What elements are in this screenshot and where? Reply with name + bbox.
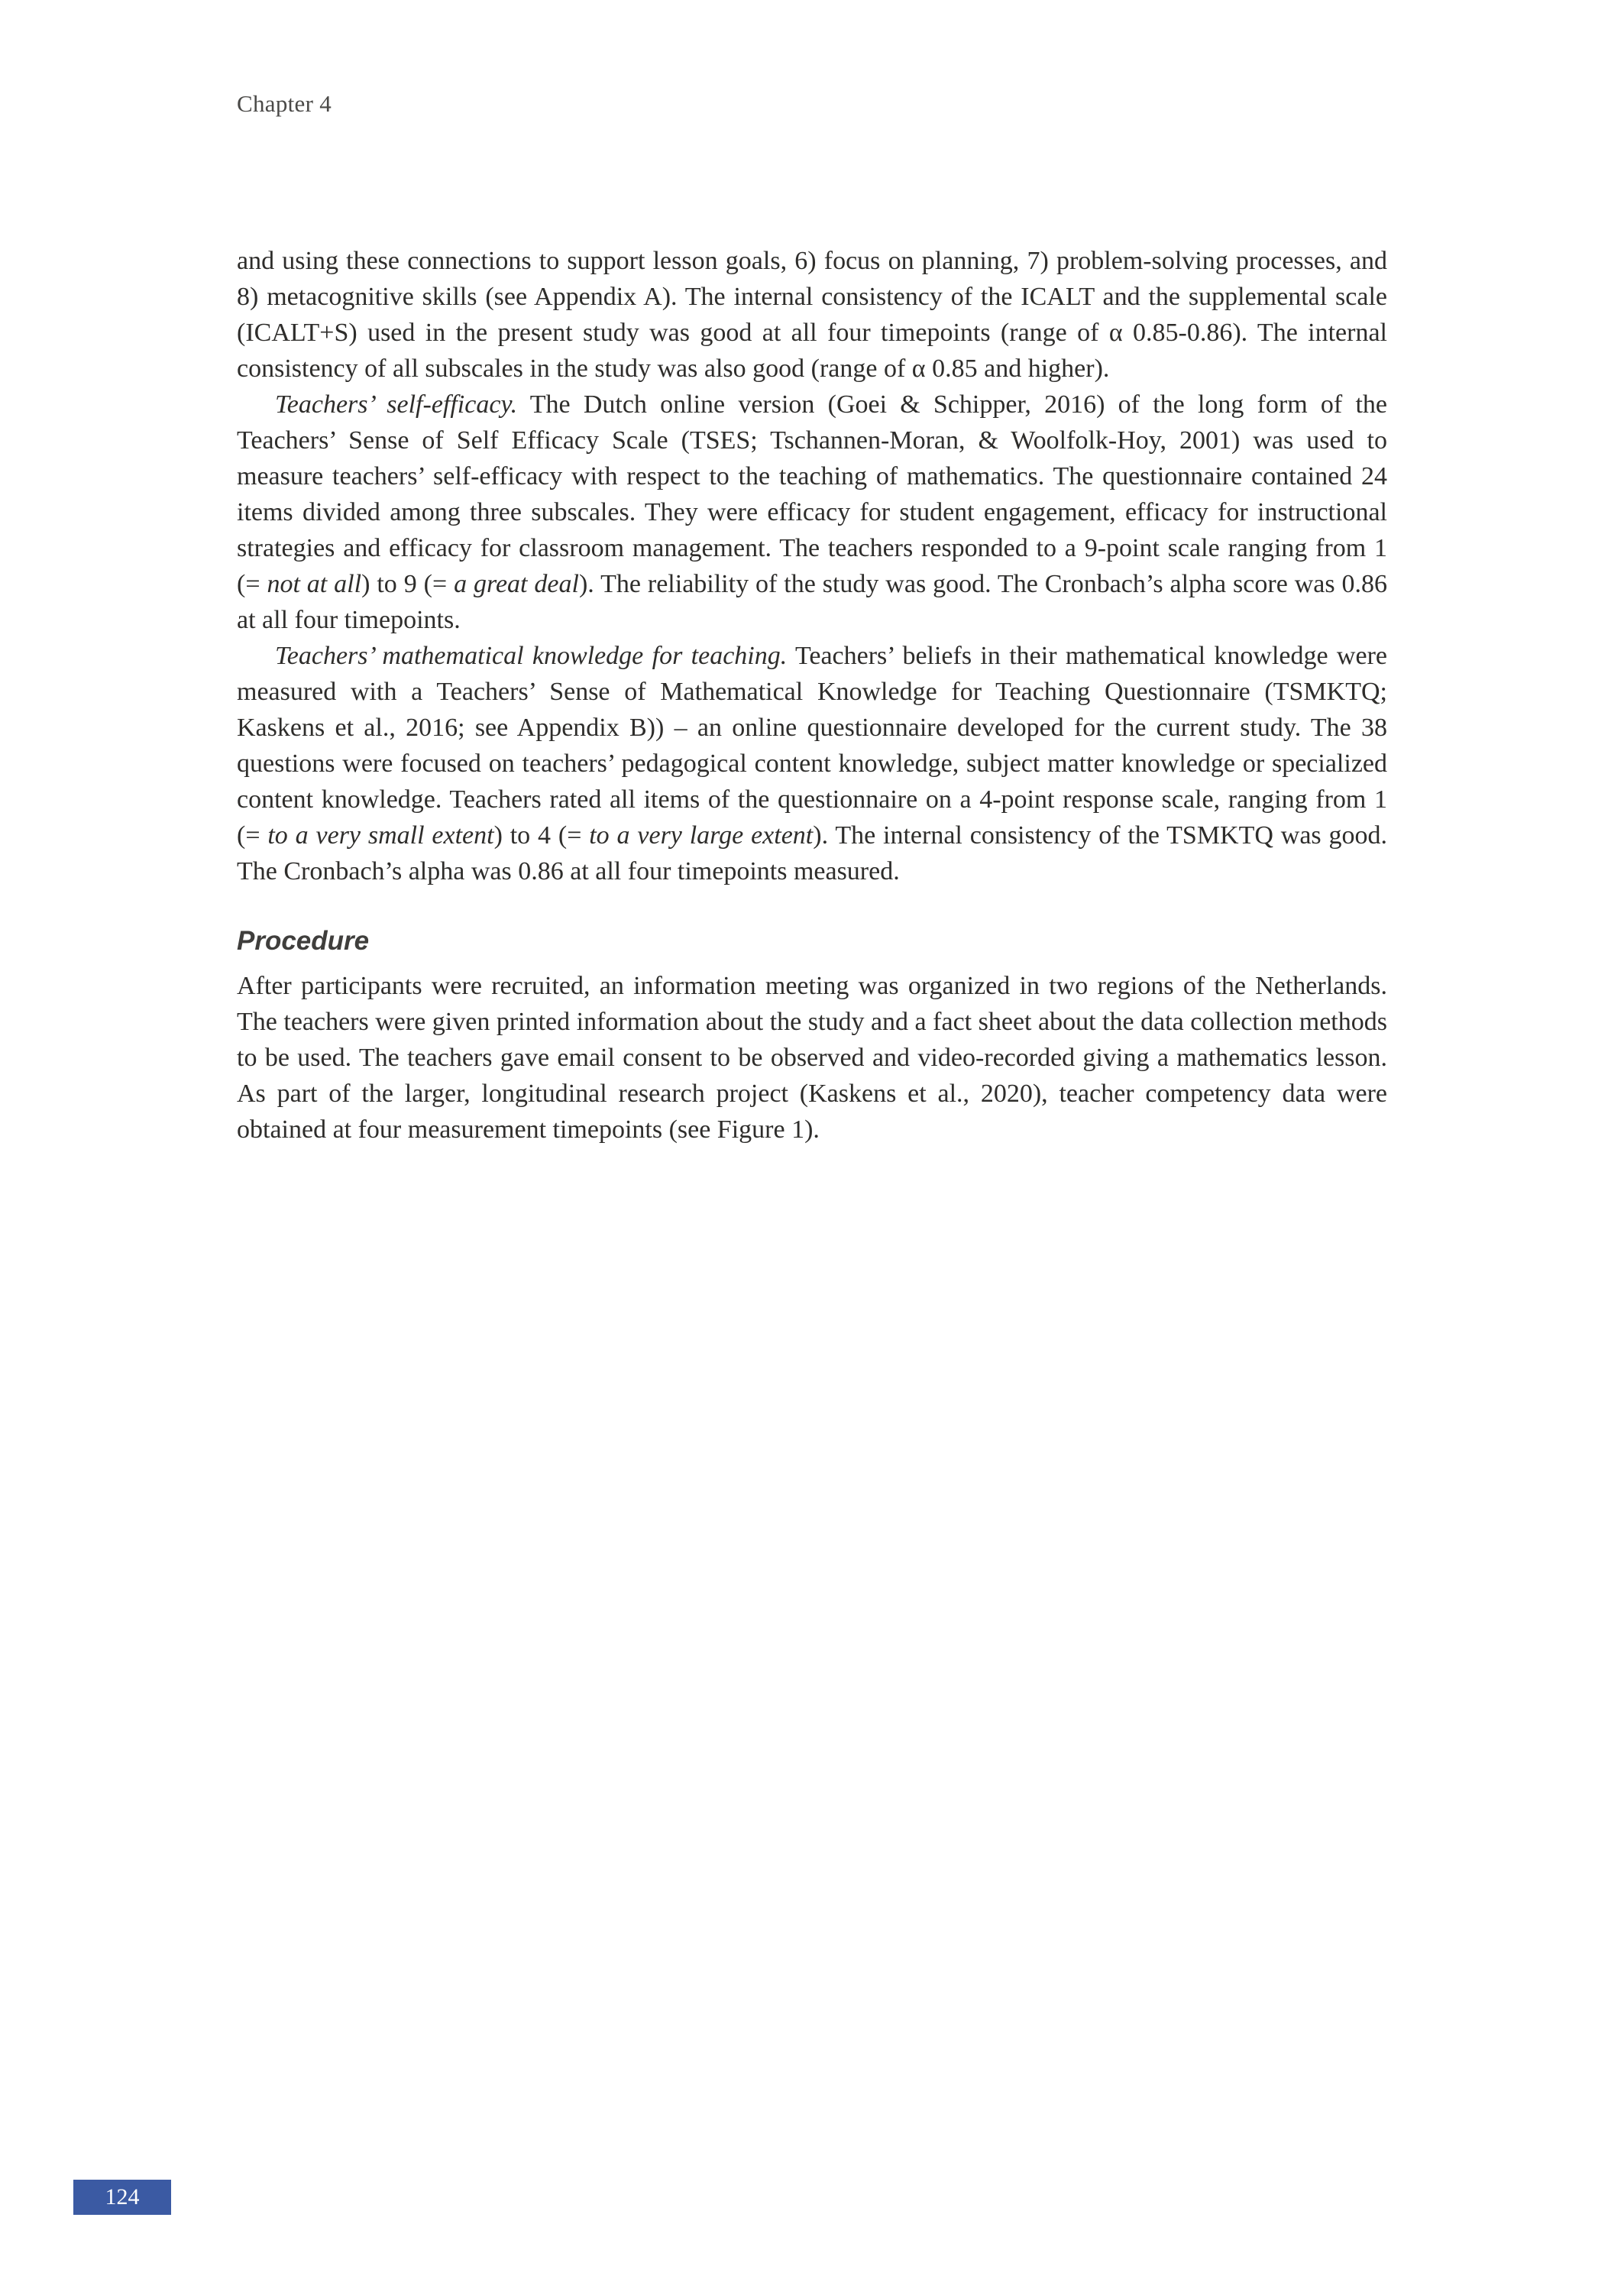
section-heading: Procedure xyxy=(237,926,370,956)
text-segment: Teachers’ beliefs in their mathematical knowledge were measured with a Teachers’ Sense of Mathematical Knowledge for Teaching Questionnaire (TSMKTQ; Kaskens et al., 2016; see Appendix B)) – an online questionnaire developed for the current study. The 38 questions were focused on teachers’ pedagogical content knowledge, subject matter knowledge or specialized content knowledge. Teachers rated all items of the questionnaire on a 4-point response scale, ranging from 1 (= xyxy=(237,642,1387,850)
text-segment: not at all xyxy=(267,570,362,598)
text-segment: ) to 9 (= xyxy=(361,570,455,598)
body-text xyxy=(237,243,1387,1148)
text-segment: to a very large extent xyxy=(589,821,814,850)
text-segment: After participants were recruited, an information meeting was organized in two regions of the Netherlands. The teachers were given printed information about the study and a fact sheet about the data collection methods to be used. The teachers gave email consent to be observed and video-recorded giving a mathematics lesson. As part of the larger, longitudinal research project (Kaskens et al., 2020), teacher competency data were obtained at four measurement timepoints (see Figure 1). xyxy=(237,972,1387,1144)
text-segment: ). The reliability of the study was good. The Cronbach’s alpha score was 0.86 at all four timepoints. xyxy=(237,570,1388,634)
running-header: Chapter 4 xyxy=(237,90,332,117)
text-segment: The Dutch online version (Goei & Schipper, 2016) of the long form of the Teachers’ Sense of Self Efficacy Scale (TSES; Tschannen-Moran, & Woolfolk-Hoy, 2001) was used to measure teachers’ self-efficacy with respect to the teaching of mathematics. The questionnaire contained 24 items divided among three subscales. They were efficacy for student engagement, efficacy for instructional strategies and efficacy for classroom management. The teachers responded to a 9-point scale ranging from 1 (= xyxy=(237,390,1387,598)
text-segment: to a very small extent xyxy=(267,821,494,850)
text-segment: Teachers’ self-efficacy. xyxy=(275,390,518,419)
paragraph xyxy=(237,243,1387,387)
text-segment: and using these connections to support lesson goals, 6) focus on planning, 7) problem-solving processes, and 8) metacognitive skills (see Appendix A). The internal consistency of the ICALT and the supplemental scale (ICALT+S) used in the present study was good at all four timepoints (range of α 0.85-0.86). The internal consistency of all subscales in the study was also good (range of α 0.85 and higher). xyxy=(237,247,1387,383)
page-number: 124 xyxy=(105,2184,140,2209)
paragraph xyxy=(237,387,1387,638)
paragraph xyxy=(237,638,1387,889)
text-segment: Teachers’ mathematical knowledge for teaching. xyxy=(275,642,788,670)
text-segment: a great deal xyxy=(454,570,579,598)
text-segment: ). The internal consistency of the TSMKTQ was good. The Cronbach’s alpha was 0.86 at all four timepoints measured. xyxy=(237,821,1388,885)
paragraph xyxy=(237,968,1387,1148)
page-number-badge xyxy=(73,2180,171,2215)
text-segment: ) to 4 (= xyxy=(493,821,590,850)
